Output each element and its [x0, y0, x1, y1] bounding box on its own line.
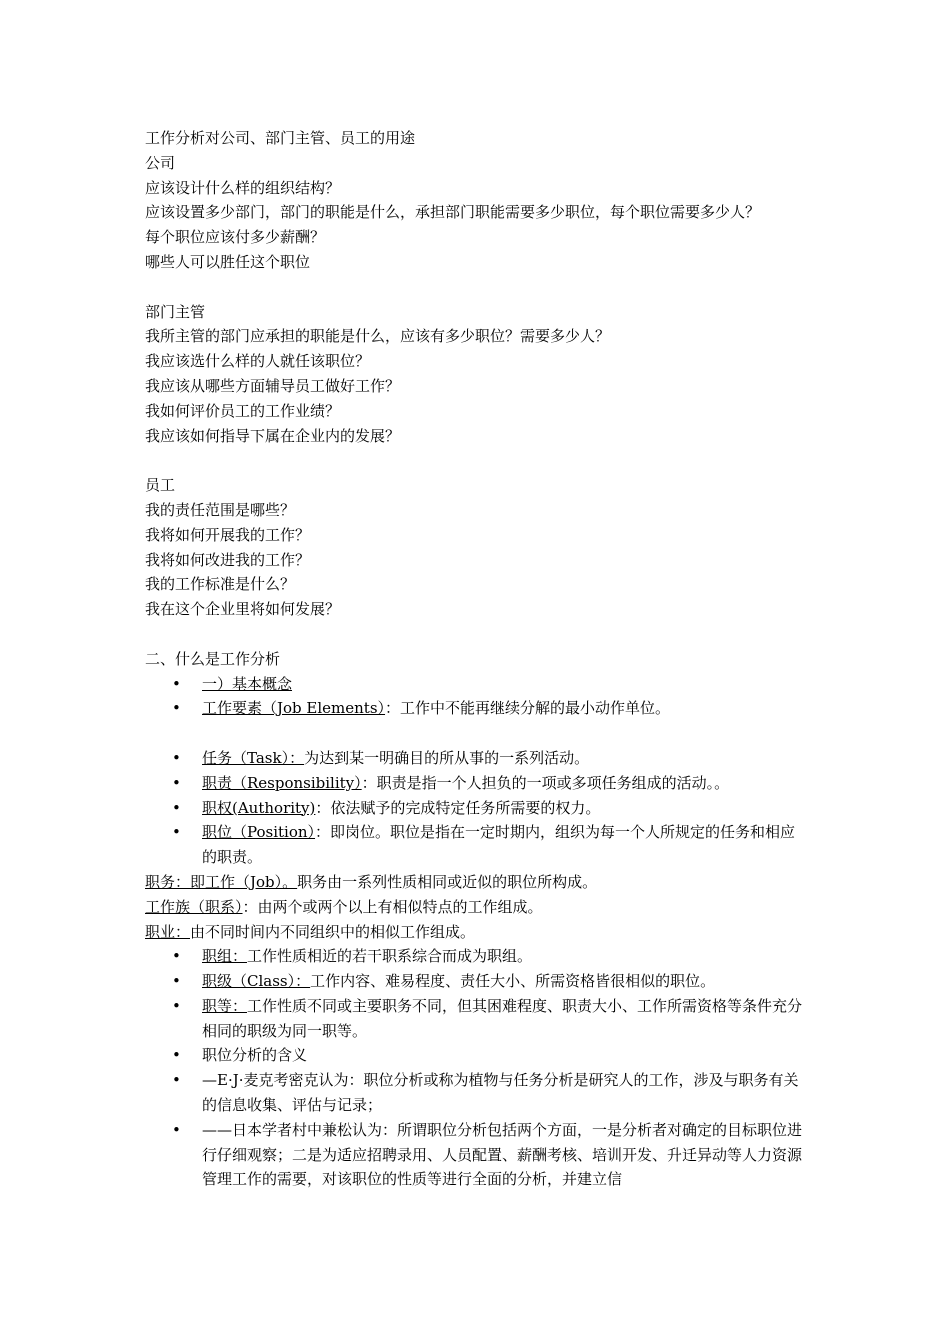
employee-question: 我将如何改进我的工作？ — [145, 550, 311, 569]
term-job: 职务：即工作（Job）。 — [145, 872, 298, 891]
term-job-family: 工作族（职系） — [145, 897, 243, 916]
paragraph-occupation — [145, 920, 807, 945]
term-job-class: 职级（Class）： — [202, 972, 311, 991]
section-heading: 二、什么是工作分析 — [145, 649, 281, 668]
term-job-elements: 工作要素（Job Elements） — [202, 699, 386, 718]
bullet-icon: • — [172, 996, 181, 1015]
company-question: 哪些人可以胜任这个职位 — [145, 252, 311, 271]
list-item — [145, 1068, 807, 1118]
definition: ：即岗位。职位是指在一定时期内，组织为每一个人所规定的任务和相应的职责。 — [202, 823, 796, 867]
bullet-icon: • — [172, 798, 181, 817]
paragraph-job-family — [145, 895, 807, 920]
company-question: 应该设置多少部门，部门的职能是什么，承担部门职能需要多少职位，每个职位需要多少人？ — [145, 203, 761, 222]
mccormick-quote: —E·J·麦克考密克认为：职位分析或称为植物与任务分析是研究人的工作，涉及与职务有关的信息收集、评估与记录； — [202, 1071, 799, 1115]
bullet-icon: • — [172, 947, 181, 966]
meaning-heading: 职位分析的含义 — [202, 1046, 308, 1065]
definition: 为达到某一明确目的所从事的一系列活动。 — [304, 748, 590, 767]
bullet-icon: • — [172, 1046, 181, 1065]
definition: 由不同时间内不同组织中的相似工作组成。 — [190, 922, 476, 941]
bullet-icon: • — [172, 1071, 181, 1090]
bullet-icon: • — [172, 823, 181, 842]
basic-concept-heading: 一）基本概念 — [202, 674, 293, 693]
spacer — [145, 275, 807, 300]
definition: ：工作中不能再继续分解的最小动作单位。 — [385, 699, 671, 718]
list-item — [145, 1043, 807, 1068]
employee-heading: 员工 — [145, 476, 176, 495]
bullet-icon: • — [172, 972, 181, 991]
term-position: 职位（Position） — [202, 823, 316, 842]
definition: 工作性质相近的若干职系综合而成为职组。 — [247, 947, 533, 966]
list-item — [145, 672, 807, 697]
definition: ：依法赋予的完成特定任务所需要的权力。 — [315, 798, 601, 817]
term-responsibility: 职责（Responsibility） — [202, 773, 362, 792]
concept-list — [145, 944, 807, 1192]
list-item — [145, 696, 807, 721]
term-job-grade: 职等： — [202, 996, 248, 1015]
manager-question: 我应该如何指导下属在企业内的发展？ — [145, 426, 401, 445]
employee-question: 我将如何开展我的工作？ — [145, 525, 311, 544]
bullet-icon: • — [172, 773, 181, 792]
definition: ：职责是指一个人担负的一项或多项任务组成的活动。。 — [361, 773, 730, 792]
list-item — [145, 969, 807, 994]
definition: ：由两个或两个以上有相似特点的工作组成。 — [242, 897, 543, 916]
bullet-icon: • — [172, 699, 181, 718]
list-item — [145, 1118, 807, 1192]
list-item — [145, 820, 807, 870]
paragraph-job — [145, 870, 807, 895]
company-heading: 公司 — [145, 153, 176, 172]
bullet-icon: • — [172, 748, 181, 767]
bullet-icon: • — [172, 1120, 181, 1139]
list-item — [145, 944, 807, 969]
spacer — [145, 448, 807, 473]
document-title: 工作分析对公司、部门主管、员工的用途 — [145, 129, 416, 147]
list-item — [145, 994, 807, 1044]
definition: 工作性质不同或主要职务不同，但其困难程度、职责大小、工作所需资格等条件充分相同的职级为同一职等。 — [202, 996, 803, 1040]
company-question: 应该设计什么样的组织结构？ — [145, 178, 341, 197]
spacer — [145, 622, 807, 647]
employee-question: 我的责任范围是哪些？ — [145, 500, 296, 519]
definition: 工作内容、难易程度、责任大小、所需资格皆很相似的职位。 — [310, 972, 716, 991]
employee-question: 我在这个企业里将如何发展？ — [145, 600, 341, 619]
document-body — [145, 126, 807, 1192]
company-question: 每个职位应该付多少薪酬？ — [145, 228, 326, 247]
bullet-icon: • — [172, 674, 181, 693]
manager-question: 我如何评价员工的工作业绩？ — [145, 401, 341, 420]
definition: 职务由一系列性质相同或近似的职位所构成。 — [297, 872, 598, 891]
list-item — [145, 746, 807, 771]
term-occupation: 职业： — [145, 922, 191, 941]
manager-question: 我应该从哪些方面辅导员工做好工作？ — [145, 376, 401, 395]
manager-question: 我所主管的部门应承担的职能是什么，应该有多少职位？需要多少人？ — [145, 327, 611, 346]
concept-list — [145, 672, 807, 722]
term-job-group: 职组： — [202, 947, 248, 966]
spacer — [145, 721, 807, 746]
manager-question: 我应该选什么样的人就任该职位？ — [145, 352, 371, 371]
manager-heading: 部门主管 — [145, 302, 206, 321]
employee-question: 我的工作标准是什么？ — [145, 575, 296, 594]
term-authority: 职权(Authority) — [202, 798, 316, 817]
list-item — [145, 796, 807, 821]
term-task: 任务（Task）： — [202, 748, 305, 767]
muranaka-quote: ——日本学者村中兼松认为：所谓职位分析包括两个方面，一是分析者对确定的目标职位进行仔细观察；二是为适应招聘录用、人员配置、薪酬考核、培训开发、升迁异动等人力资源管理工作的需要，对该职位的性质等进行全面的分析，并建立信 — [202, 1120, 803, 1189]
concept-list — [145, 746, 807, 870]
list-item — [145, 771, 807, 796]
